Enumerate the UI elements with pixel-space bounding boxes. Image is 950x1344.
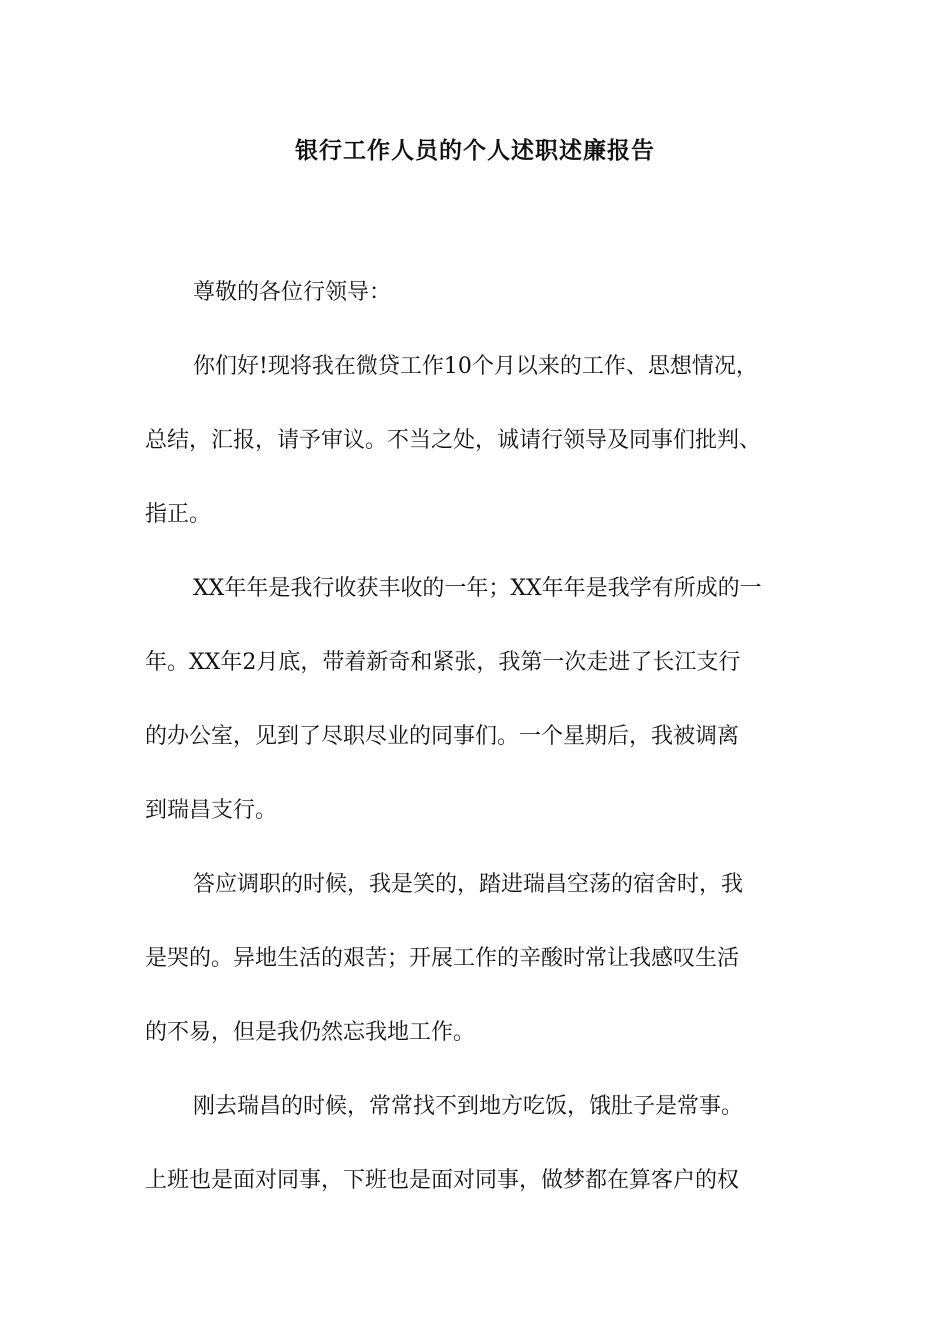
text-line: 年。XX年2月底，带着新奇和紧张，我第一次走进了长江支行 bbox=[145, 650, 741, 675]
text-line: XX年年是我行收获丰收的一年；XX年年是我学有所成的一 bbox=[193, 576, 762, 601]
text-line: 刚去瑞昌的时候，常常找不到地方吃饭，饿肚子是常事。 bbox=[193, 1094, 744, 1119]
paragraph-greeting bbox=[145, 330, 825, 552]
text-line: 总结，汇报，请予审议。不当之处，诚请行领导及同事们批判、 bbox=[145, 428, 762, 453]
text-line: 答应调职的时候，我是笑的，踏进瑞昌空荡的宿舍时，我 bbox=[193, 872, 744, 897]
paragraph-early-days bbox=[145, 1070, 825, 1218]
text-line: 上班也是面对同事，下班也是面对同事，做梦都在算客户的权 bbox=[145, 1168, 740, 1193]
paragraph-transfer bbox=[145, 848, 825, 1070]
document-title: 银行工作人员的个人述职述廉报告 bbox=[295, 137, 655, 164]
text-line: 的不易，但是我仍然忘我地工作。 bbox=[145, 1020, 476, 1045]
paragraph-salutation bbox=[145, 256, 825, 330]
text-line: 尊敬的各位行领导： bbox=[193, 280, 392, 305]
text-line: 是哭的。异地生活的艰苦；开展工作的辛酸时常让我感叹生活 bbox=[145, 946, 740, 971]
paragraph-year-review bbox=[145, 552, 825, 848]
text-line: 指正。 bbox=[145, 502, 212, 527]
text-line: 的办公室，见到了尽职尽业的同事们。一个星期后，我被调离 bbox=[145, 724, 740, 749]
text-line: 你们好!现将我在微贷工作10个月以来的工作、思想情况， bbox=[193, 354, 758, 379]
document-body bbox=[145, 256, 825, 1218]
text-line: 到瑞昌支行。 bbox=[145, 798, 278, 823]
